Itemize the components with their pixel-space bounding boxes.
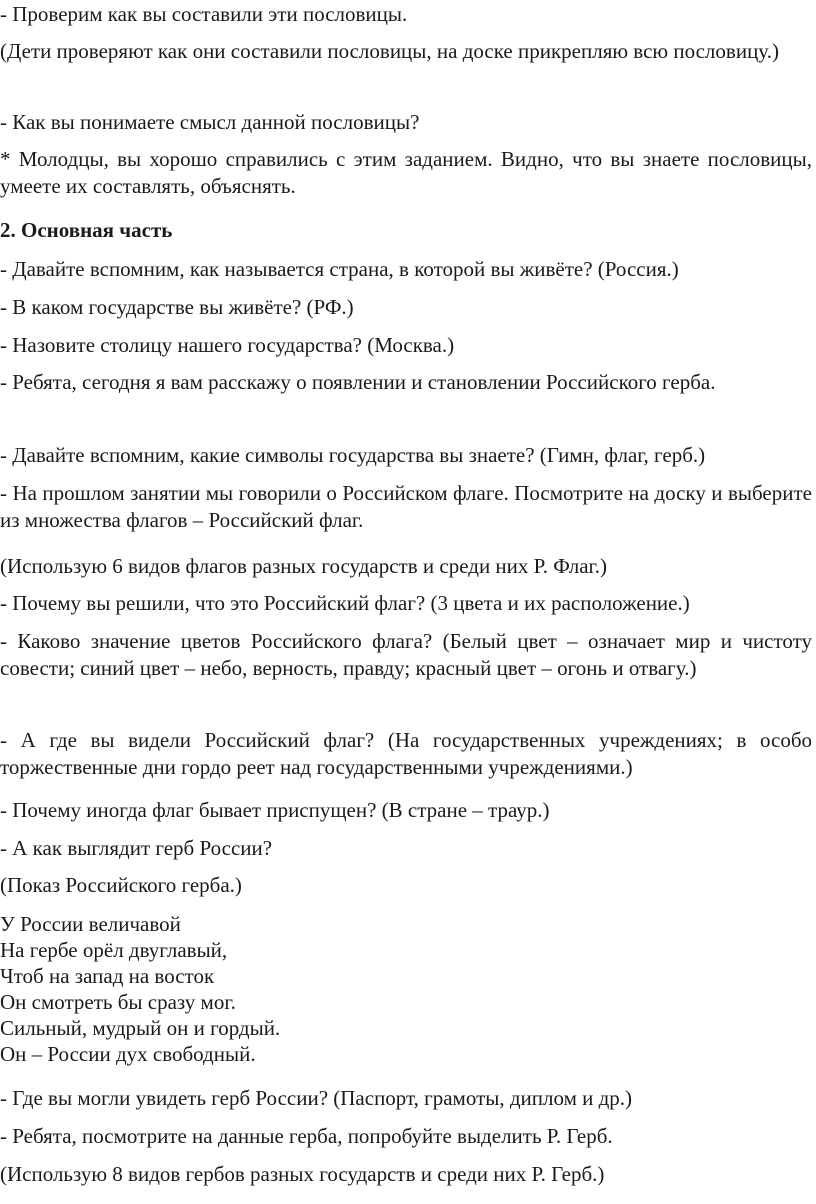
paragraph: - Где вы могли увидеть герб России? (Паспорт, грамоты, диплом и др.) xyxy=(0,1086,633,1110)
paragraph: (Использую 6 видов флагов разных государств и среди них Р. Флаг.) xyxy=(0,554,608,578)
paragraph: - Давайте вспомним, какие символы государства вы знаете? (Гимн, флаг, герб.) xyxy=(0,443,706,467)
poem xyxy=(0,911,812,1067)
paragraph: - Каково значение цветов Российского флага? (Белый цвет – означает мир и чистоту совести; синий цвет – небо, верность, правду; красный цвет – огонь и отвагу.) xyxy=(0,629,812,680)
paragraph: - Назовите столицу нашего государства? (Москва.) xyxy=(0,333,455,357)
paragraph: (Дети проверяют как они составили пословицы, на доске прикрепляю всю пословицу.) xyxy=(0,39,779,63)
paragraph: - А как выглядит герб России? xyxy=(0,836,273,860)
poem-line: Он смотреть бы сразу мог. xyxy=(0,990,236,1014)
paragraph: - В каком государстве вы живёте? (РФ.) xyxy=(0,295,354,319)
paragraph: - Как вы понимаете смысл данной пословицы? xyxy=(0,110,420,134)
poem-line: Он – России дух свободный. xyxy=(0,1042,256,1066)
paragraph: - Проверим как вы составили эти пословицы. xyxy=(0,2,408,26)
paragraph: - На прошлом занятии мы говорили о Российском флаге. Посмотрите на доску и выберите из множества флагов – Российский флаг. xyxy=(0,481,812,532)
paragraph: - Давайте вспомним, как называется страна, в которой вы живёте? (Россия.) xyxy=(0,257,679,281)
paragraph: - Ребята, сегодня я вам расскажу о появлении и становлении Российского герба. xyxy=(0,370,716,394)
poem-line: Чтоб на запад на восток xyxy=(0,964,215,988)
section-heading: 2. Основная часть xyxy=(0,218,173,242)
poem-line: Сильный, мудрый он и гордый. xyxy=(0,1016,281,1040)
paragraph: (Использую 8 видов гербов разных государств и среди них Р. Герб.) xyxy=(0,1162,605,1186)
poem-line: На гербе орёл двуглавый, xyxy=(0,938,228,962)
paragraph: - Ребята, посмотрите на данные герба, попробуйте выделить Р. Герб. xyxy=(0,1124,613,1148)
paragraph: - Почему вы решили, что это Российский флаг? (3 цвета и их расположение.) xyxy=(0,591,690,615)
paragraph: - А где вы видели Российский флаг? (На государственных учреждениях; в особо торжественные дни гордо реет над государственными учреждениями.) xyxy=(0,728,812,779)
poem-line: У России величавой xyxy=(0,912,181,936)
paragraph: * Молодцы, вы хорошо справились с этим заданием. Видно, что вы знаете пословицы, умеете их составлять, объяснять. xyxy=(0,147,812,198)
paragraph: - Почему иногда флаг бывает приспущен? (В стране – траур.) xyxy=(0,798,550,822)
paragraph: (Показ Российского герба.) xyxy=(0,873,242,897)
